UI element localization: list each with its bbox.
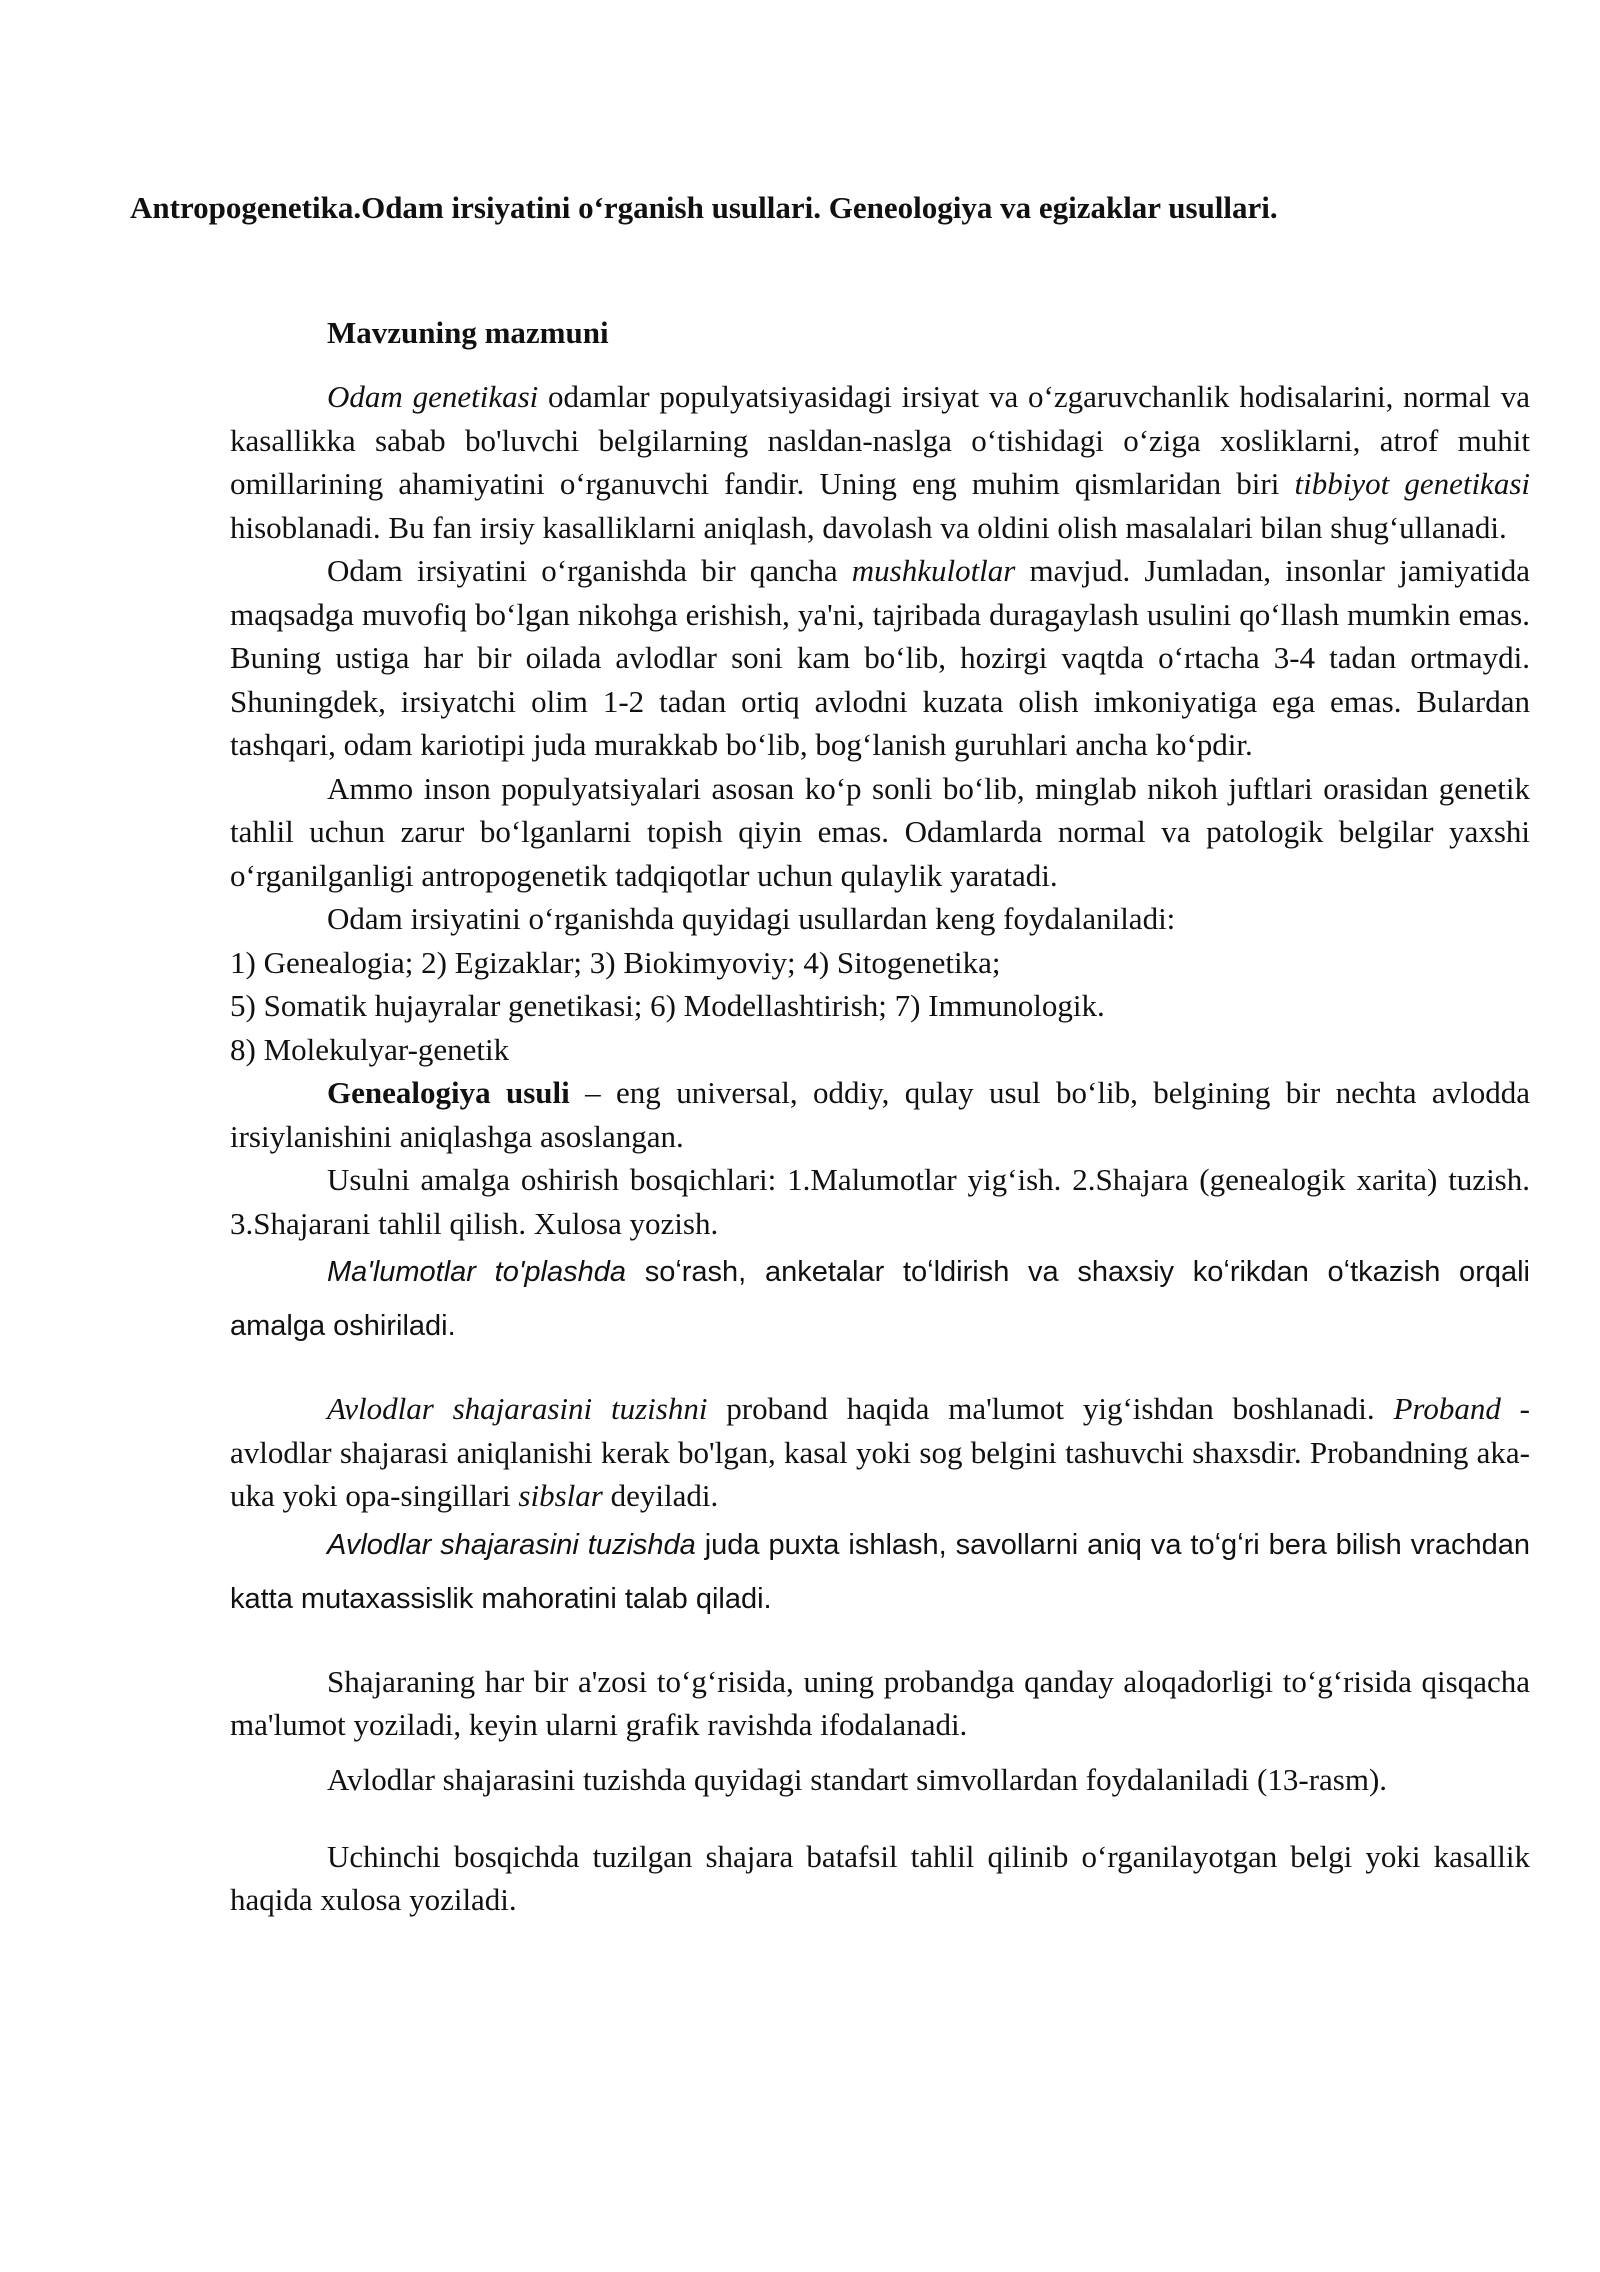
spacer [230,1353,1530,1387]
document-body [230,375,1530,1922]
paragraph-5-text: – eng universal, oddiy, qulay usul bo‘lib, belgining bir nechta avlodda irsiylanishini aniqlashga asoslangan. [230,1075,1530,1154]
paragraph-7 [230,1245,1530,1353]
term-mushkulotlar: mushkulotlar [851,553,1016,588]
section-heading: Mavzuning mazmuni [327,315,609,350]
term-proband: Proband [1393,1391,1501,1426]
paragraph-7-text: soʻrash, anketalar toʻldirish va shaxsiy koʻrikdan oʻtkazish orqali amalga oshiriladi. [230,1256,1530,1342]
paragraph-2 [230,549,1530,767]
paragraph-1-text-b: hisoblanadi. Bu fan irsiy kasalliklarni aniqlash, davolash va oldini olish masalalari bilan shug‘ullanadi. [230,509,1507,545]
paragraph-6: Usulni amalga oshirish bosqichlari: 1.Malumotlar yig‘ish. 2.Shajara (genealogik xarita) tuzish. 3.Shajarani tahlil qilish. Xulosa yozish. [230,1162,1530,1241]
term-sibslar: sibslar [518,1478,603,1513]
term-odam-genetikasi: Odam genetikasi [327,379,539,414]
spacer [230,1813,1530,1835]
paragraph-11: Avlodlar shajarasini tuzishda quyidagi standart simvollardan foydalaniladi (13-rasm). [327,1761,1388,1797]
spacer [230,1626,1530,1660]
paragraph-9 [230,1518,1530,1626]
paragraph-12: Uchinchi bosqichda tuzilgan shajara batafsil tahlil qilinib o‘rganilayotgan belgi yoki kasallik haqida xulosa yoziladi. [230,1838,1530,1917]
paragraph-8-text-b: - avlodlar shajarasi aniqlanishi kerak bo'lgan, kasal yoki sog belgini tashuvchi shaxsdir. Probandning aka-uka yoki opa-singillari [230,1391,1530,1513]
paragraph-8-text-c: deyiladi. [602,1478,719,1513]
method-line: 1) Genealogia; 2) Egizaklar; 3) Biokimyoviy; 4) Sitogenetika; [230,944,1001,980]
term-tibbiyot-genetikasi: tibbiyot genetikasi [1294,466,1530,501]
paragraph-5 [230,1071,1530,1158]
paragraph-2-text-b: mavjud. Jumladan, insonlar jamiyatida maqsadga muvofiq bo‘lgan nikohga erishish, ya'ni, tajribada duragaylash usulini qo‘llash mumkin emas. Buning ustiga har bir oilada avlodlar soni kam bo‘lib, hozirgi vaqtda o‘rtacha 3-4 tadan ortmaydi. Shuningdek, irsiyatchi olim 1-2 tadan ortiq avlodni kuzata olish imkoniyatiga ega emas. Bulardan tashqari, odam kariotipi juda murakkab bo‘lib, bog‘lanish guruhlari ancha ko‘pdir. [230,553,1530,762]
paragraph-1-text-a: odamlar populyatsiyasidagi irsiyat va o‘zgaruvchanlik hodisalarini, normal va kasallikka sabab bo'luvchi belgilarning nasldan-naslga o‘tishidagi o‘ziga xosliklarni, atrof muhit omillarining ahamiyatini o‘rganuvchi fandir. Uning eng muhim qismlaridan biri [230,379,1530,501]
paragraph-8-text-a: proband haqida ma'lumot yig‘ishdan boshlanadi. [707,1391,1394,1426]
paragraph-1 [230,375,1530,549]
term-avlodlar-shajarasini-tuzishda: Avlodlar shajarasini tuzishda [327,1528,696,1561]
term-malumotlar-toplashda: Ma'lumotlar to'plashda [327,1256,626,1288]
paragraph-8 [230,1387,1530,1518]
term-genealogiya-usuli: Genealogiya usuli [327,1075,570,1110]
document-title: Antropogenetika.Odam irsiyatini o‘rganish usullari. Geneologiya va egizaklar usullari. [130,190,1278,225]
method-line: 8) Molekulyar-genetik [230,1031,510,1067]
paragraph-9-text: juda puxta ishlash, savollarni aniq va toʻgʻri bera bilish vrachdan katta mutaxassislik mahoratini talab qiladi. [230,1528,1530,1615]
method-line: 5) Somatik hujayralar genetikasi; 6) Modellashtirish; 7) Immunologik. [230,988,1105,1023]
paragraph-3: Ammo inson populyatsiyalari asosan ko‘p sonli bo‘lib, minglab nikoh juftlari orasidan genetik tahlil uchun zarur bo‘lganlarni topish qiyin emas. Odamlarda normal va patologik belgilar yaxshi o‘rganilganligi antropogenetik tadqiqotlar uchun qulaylik yaratadi. [230,770,1530,893]
term-avlodlar-shajarasini-tuzishni: Avlodlar shajarasini tuzishni [327,1391,708,1426]
paragraph-4: Odam irsiyatini o‘rganishda quyidagi usullardan keng foydalaniladi: [327,901,1176,936]
paragraph-2-text-a: Odam irsiyatini o‘rganishda bir qancha [327,553,852,588]
paragraph-10: Shajaraning har bir a'zosi to‘g‘risida, uning probandga qanday aloqadorligi to‘g‘risida qisqacha ma'lumot yoziladi, keyin ularni grafik ravishda ifodalanadi. [230,1663,1530,1742]
